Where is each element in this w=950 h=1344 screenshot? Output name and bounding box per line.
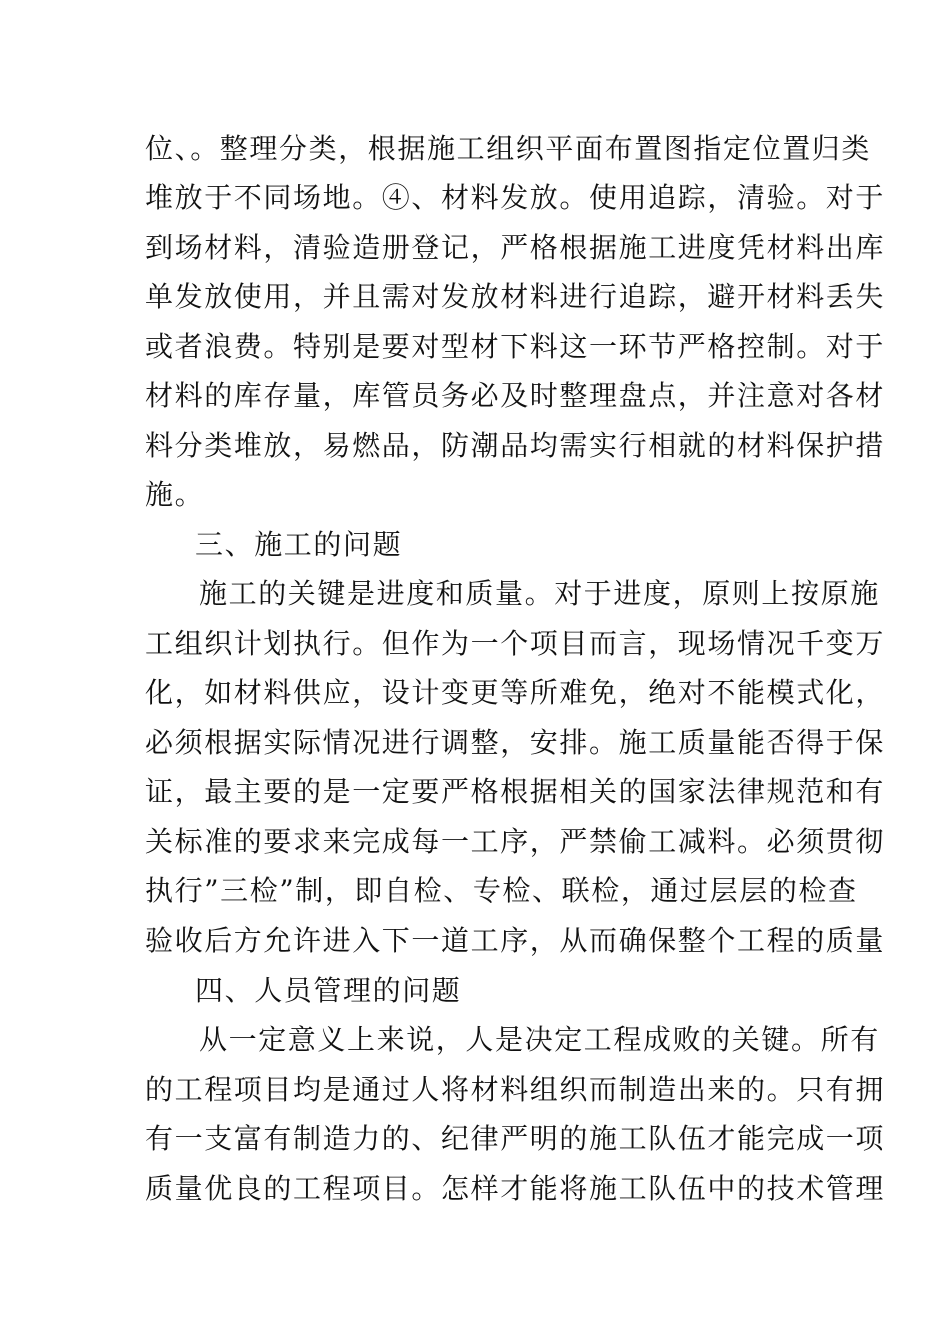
text-line: 质量优良的工程项目。怎样才能将施工队伍中的技术管理 — [145, 1172, 886, 1205]
text-line: 关标准的要求来完成每一工序，严禁偷工减料。必须贯彻 — [145, 825, 886, 858]
text-line: 验收后方允许进入下一道工序，从而确保整个工程的质量 — [145, 924, 886, 957]
text-line: 到场材料，清验造册登记，严格根据施工进度凭材料出库 — [145, 231, 886, 264]
text-line: 堆放于不同场地。④、材料发放。使用追踪，清验。对于 — [145, 181, 886, 214]
text-line: 工组织计划执行。但作为一个项目而言，现场情况千变万 — [145, 627, 886, 660]
text-line: 位、。整理分类，根据施工组织平面布置图指定位置归类 — [145, 132, 872, 165]
text-line: 化，如材料供应，设计变更等所难免，绝对不能模式化， — [145, 676, 886, 709]
text-line: 必须根据实际情况进行调整，安排。施工质量能否得于保 — [145, 726, 886, 759]
section-heading: 四、人员管理的问题 — [195, 974, 462, 1007]
text-line: 执行”三检”制，即自检、专检、联检，通过层层的检查 — [145, 874, 858, 907]
text-line: 的工程项目均是通过人将材料组织而制造出来的。只有拥 — [145, 1073, 886, 1106]
text-line: 或者浪费。特别是要对型材下料这一环节严格控制。对于 — [145, 330, 886, 363]
text-line: 施工的关键是进度和质量。对于进度，原则上按原施 — [199, 577, 880, 610]
section-heading: 三、施工的问题 — [195, 528, 403, 561]
text-line: 从一定意义上来说，人是决定工程成败的关键。所有 — [199, 1023, 880, 1056]
text-line: 材料的库存量，库管员务必及时整理盘点，并注意对各材 — [145, 379, 886, 412]
text-line: 料分类堆放，易燃品，防潮品均需实行相就的材料保护措 — [145, 429, 886, 462]
text-line: 证，最主要的是一定要严格根据相关的国家法律规范和有 — [145, 775, 886, 808]
text-line: 施。 — [145, 478, 205, 511]
text-line: 有一支富有制造力的、纪律严明的施工队伍才能完成一项 — [145, 1122, 886, 1155]
text-line: 单发放使用，并且需对发放材料进行追踪，避开材料丢失 — [145, 280, 886, 313]
